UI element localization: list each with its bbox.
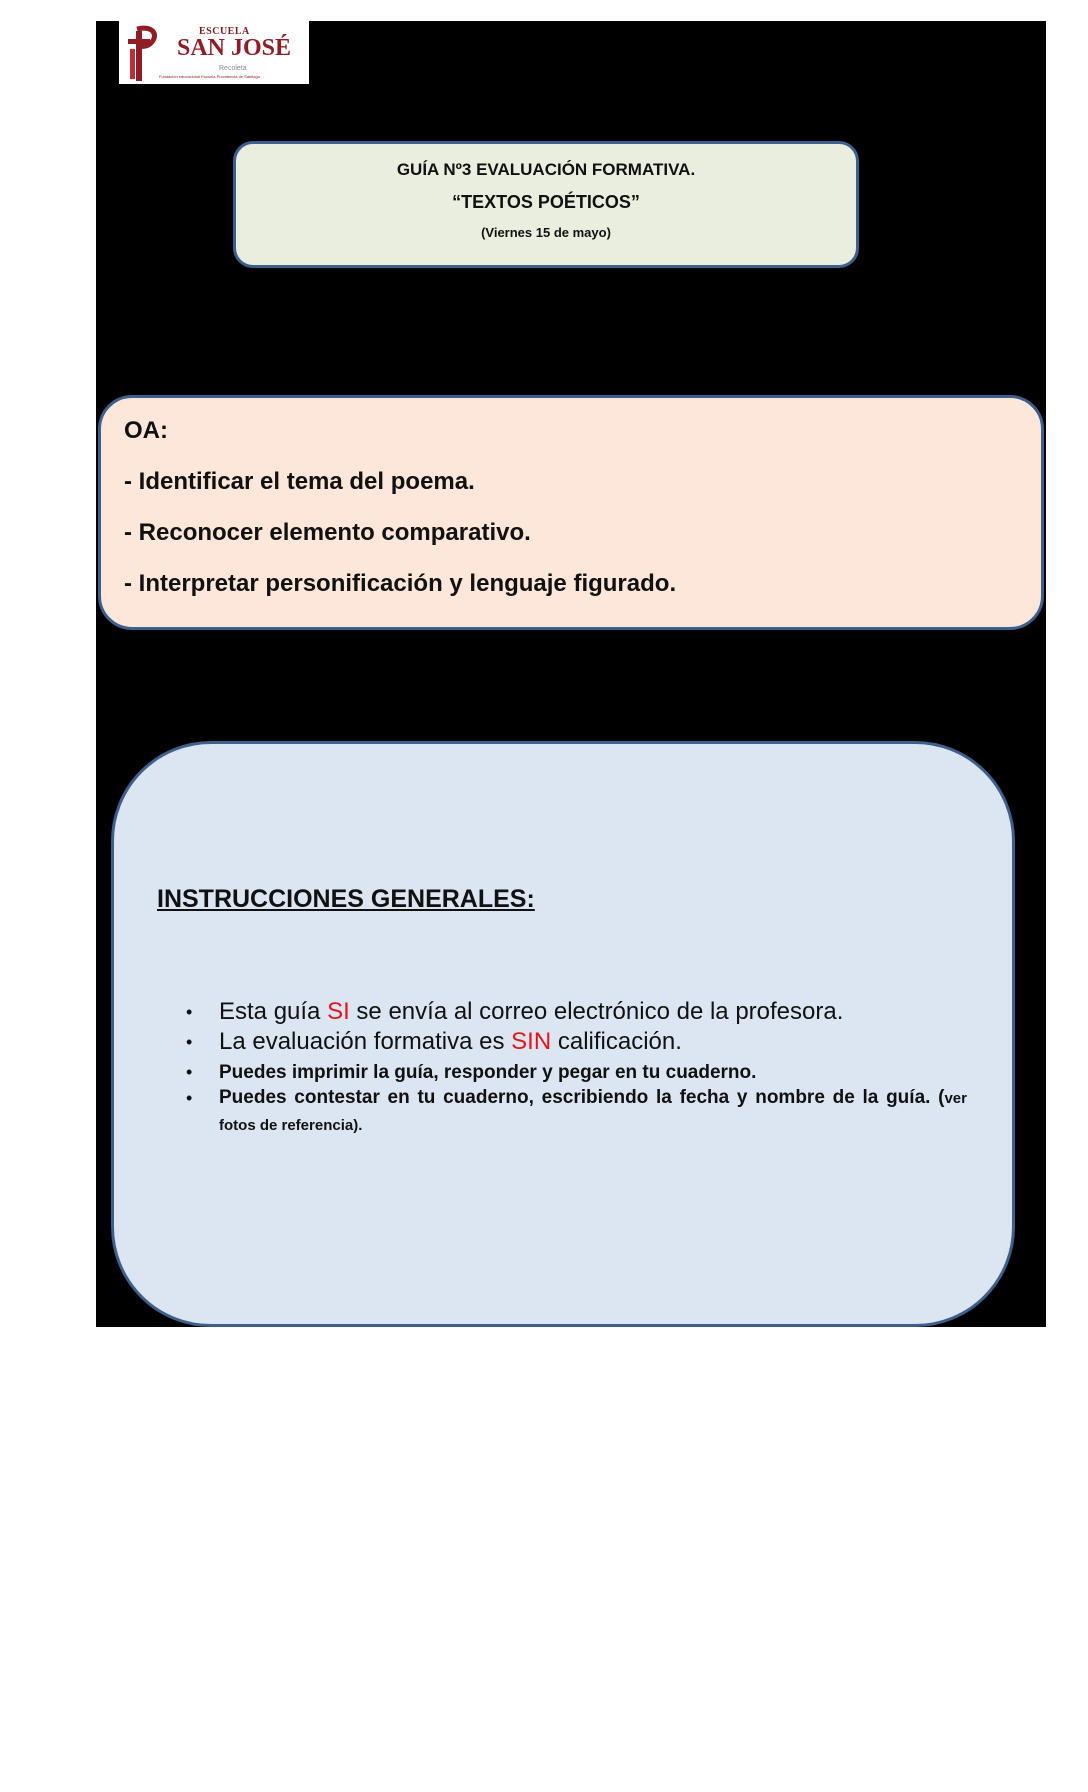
logo-school-name: SAN JOSÉ xyxy=(177,35,292,61)
guide-title: GUÍA Nº3 EVALUACIÓN FORMATIVA. xyxy=(396,160,696,179)
highlight-si: SI xyxy=(327,998,350,1025)
guide-date: (Viernes 15 de mayo) xyxy=(481,225,611,240)
objectives-label: OA: xyxy=(124,417,168,444)
objective-item: - Interpretar personificación y lenguaje figurado. xyxy=(124,570,677,597)
instructions-title: INSTRUCCIONES GENERALES: xyxy=(157,885,535,913)
instruction-item-notebook: Puedes contestar en tu cuaderno, escribiendo la fecha y nombre de la guía. (ver fotos de referencia). xyxy=(219,1087,967,1134)
bullet-icon: • xyxy=(186,1062,193,1082)
instruction-item-send: Esta guía SI se envía al correo electrónico de la profesora. xyxy=(219,998,844,1025)
logo-location: Recoleta xyxy=(219,65,247,72)
guide-subtitle: “TEXTOS POÉTICOS” xyxy=(452,192,640,212)
objective-item: - Reconocer elemento comparativo. xyxy=(124,519,531,546)
instructions-box xyxy=(111,741,1015,1327)
guide-title-box xyxy=(233,141,859,268)
logo-foundation: Fundación educacional Escuela Providencia de Santiago xyxy=(159,74,260,79)
highlight-sin: SIN xyxy=(511,1028,552,1055)
instruction-item-grading: La evaluación formativa es SIN calificación. xyxy=(219,1028,682,1055)
bullet-icon: • xyxy=(186,1088,193,1108)
objectives-box xyxy=(98,395,1044,630)
objective-item: - Identificar el tema del poema. xyxy=(124,468,475,495)
school-logo xyxy=(119,21,309,84)
bullet-icon: • xyxy=(186,1002,193,1022)
logo-school-label: ESCUELA xyxy=(199,26,250,37)
instruction-item-print: Puedes imprimir la guía, responder y pegar en tu cuaderno. xyxy=(219,1062,757,1083)
bullet-icon: • xyxy=(186,1032,193,1052)
